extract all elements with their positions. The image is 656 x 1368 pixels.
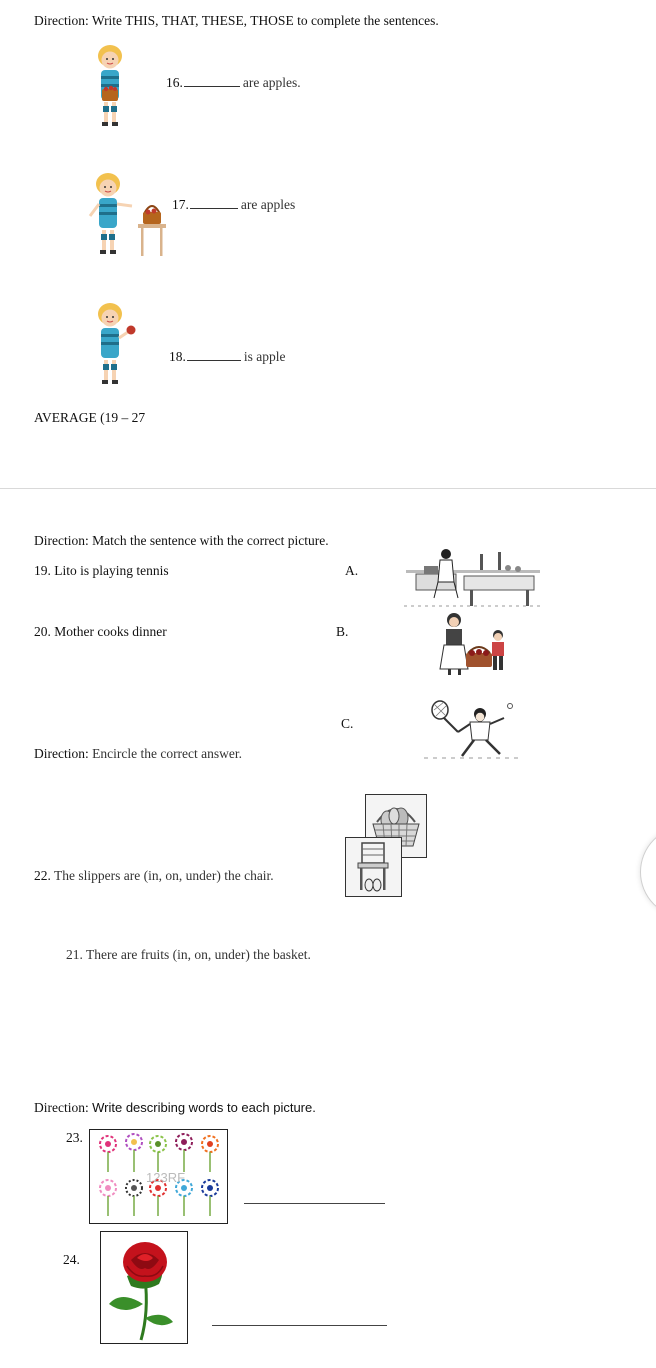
question-22-text: The slippers are (in, on, under) the chair.	[54, 868, 274, 883]
direction-matching: Direction: Match the sentence with the correct picture.	[34, 533, 329, 548]
girl-holding-apple-image	[88, 300, 138, 388]
question-17	[172, 197, 295, 213]
question-17-number: 17.	[172, 197, 189, 212]
girl-pointing-basket-image	[86, 170, 168, 258]
direction-describing-label: Direction:	[34, 1100, 89, 1115]
answer-blank-18[interactable]	[187, 360, 241, 361]
flowers-picture-frame	[89, 1129, 228, 1224]
rose-picture-frame	[100, 1231, 188, 1344]
direction-encircle-text: Encircle the correct answer.	[92, 746, 243, 761]
question-22-number: 22.	[34, 868, 51, 883]
question-18-text: is apple	[243, 349, 286, 364]
question-18-number: 18.	[169, 349, 186, 364]
colorful-flowers-image	[90, 1130, 226, 1222]
question-16-text: are apples.	[242, 75, 301, 90]
item-24-number: 24.	[63, 1252, 80, 1267]
question-22	[34, 868, 274, 884]
boy-playing-tennis-image[interactable]	[424, 700, 522, 760]
direction-encircle	[34, 746, 242, 762]
question-16	[166, 75, 301, 91]
choice-a-label[interactable]: A.	[345, 563, 359, 578]
answer-line-23[interactable]	[244, 1203, 385, 1204]
direction-demonstratives: Direction: Write THIS, THAT, THESE, THOSE to complete the sentences.	[34, 13, 439, 28]
page-divider	[0, 488, 656, 489]
item-23-number: 23.	[66, 1130, 83, 1145]
cooking-kitchen-image[interactable]	[404, 548, 542, 610]
direction-describing	[34, 1100, 316, 1116]
red-rose-image	[101, 1232, 187, 1343]
answer-blank-16[interactable]	[184, 86, 240, 87]
question-18	[169, 349, 286, 365]
chair-slippers-image	[345, 837, 402, 897]
question-17-text: are apples	[240, 197, 296, 212]
difficulty-level-heading: AVERAGE (19 – 27	[34, 410, 146, 425]
answer-line-24[interactable]	[212, 1325, 387, 1326]
question-21: 21. There are fruits (in, on, under) the basket.	[66, 947, 311, 962]
question-16-number: 16.	[166, 75, 183, 90]
sentence-19: 19. Lito is playing tennis	[34, 563, 169, 578]
girl-with-basket-image	[90, 44, 130, 132]
mother-child-basket-image[interactable]	[436, 611, 510, 675]
direction-describing-text: Write describing words to each picture.	[92, 1100, 316, 1115]
sentence-20: 20. Mother cooks dinner	[34, 624, 167, 639]
choice-c-label[interactable]: C.	[341, 716, 354, 731]
watermark-text: 123RF	[146, 1170, 186, 1185]
side-round-button[interactable]	[640, 826, 656, 918]
direction-encircle-label: Direction:	[34, 746, 89, 761]
answer-blank-17[interactable]	[190, 208, 238, 209]
choice-b-label[interactable]: B.	[336, 624, 349, 639]
